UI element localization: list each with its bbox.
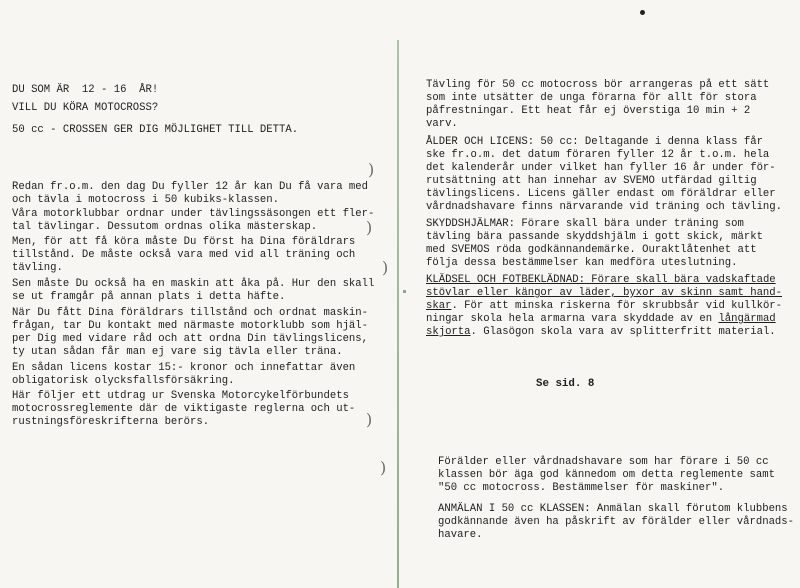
ink-spot: [640, 10, 645, 15]
see-page-reference: Se sid. 8: [536, 378, 595, 390]
punch-hole-mark: ): [366, 410, 373, 429]
heading-line-3: 50 cc - CROSSEN GER DIG MÖJLIGHET TILL DETTA.: [12, 124, 299, 136]
punch-hole-mark: ): [368, 160, 375, 179]
ink-spot: [403, 290, 406, 293]
heading-line-2: VILL DU KÖRA MOTOCROSS?: [12, 102, 159, 114]
punch-hole-mark: ): [380, 458, 387, 477]
heading-line-1: DU SOM ÄR 12 - 16 ÅR!: [12, 84, 159, 96]
page-fold-divider: [397, 40, 399, 588]
kladsel-label: KLÄDSEL OCH FOTBEKLÄDNAD:: [426, 274, 585, 286]
punch-hole-mark: ): [366, 218, 373, 237]
right-page: Tävling för 50 cc motocross bör arrangeras på ett sätt som inte utsätter de unga förarna för allt för stora påfrestningar. Ett heat får ej överstiga 10 min + 2 varv. ÅLDER OCH LICENS: 50 cc: Deltagande i denna klass får ske fr.o.m. det datum föraren fyller 12 år t.o.m. hela det kalenderår under vilket han fyller 16 år under för- rutsättning att han innehar av SVEMO utfärdad giltig tävlingslicens. Licens gäller endast om föräldrar eller vårdnadshavare finns närvarande vid träning och tävling. SKYDDSHJÄLMAR: Förare skall bära under träning som tävling bära passande skyddshjälm i gott skick, märkt med SVEMOS röda godkännandemärke. Ouraktlåtenhet att följa dessa bestämmelser kan medföra uteslutning. KLÄDSEL OCH FOTBEKLÄDNAD: Förare skall bära vadskaftade stövlar eller kängor av läder, byxor av skinn samt hand- skar. För att minska riskerna för skrubbsår vid kullkör- ningar skola hela armarna vara skyddade av en långärmad skjorta. Glasögon skola vara av splitterfritt material. Se sid. 8 Förälder eller vårdnadshavare som har förare i 50 cc klassen bör äga god kännedom om detta reglemente samt "50 cc motocross. Bestämmelser för maskiner". ANMÄLAN I 50 cc KLASSEN: Anmälan skall förutom klubbens godkännande även ha påskrift av förälder eller vårdnads- havare. ) ): [400, 0, 800, 588]
left-page: DU SOM ÄR 12 - 16 ÅR! VILL DU KÖRA MOTOCROSS? 50 cc - CROSSEN GER DIG MÖJLIGHET TILL DETTA. Redan fr.o.m. den dag Du fyller 12 år kan Du få vara med och tävla i motocross i 50 kubiks-klassen. Våra motorklubbar ordnar under tävlingssäsongen ett fler- tal tävlingar. Dessutom ordnas olika mästerskap. Men, för att få köra måste Du först ha Dina föräldrars tillstånd. De måste också vara med vid all träning och tävling. Sen måste Du också ha en maskin att åka på. Hur den skall se ut framgår på annan plats i detta häfte. När Du fått Dina föräldrars tillstånd och ordnat maskin- frågan, tar Du kontakt med närmaste motorklubb som hjäl- per Dig med vidare råd och att ordna Din tävlingslicens, ty utan sådan får man ej vare sig tävla eller träna. En sådan licens kostar 15:- kronor och innefattar även obligatorisk olycksfallsförsäkring. Här följer ett utdrag ur Svenska Motorcykelförbundets motocrossreglemente där de viktigaste reglerna och ut- rustningsföreskrifterna berörs. ) ) ): [12, 84, 375, 429]
punch-hole-mark: ): [382, 258, 389, 277]
